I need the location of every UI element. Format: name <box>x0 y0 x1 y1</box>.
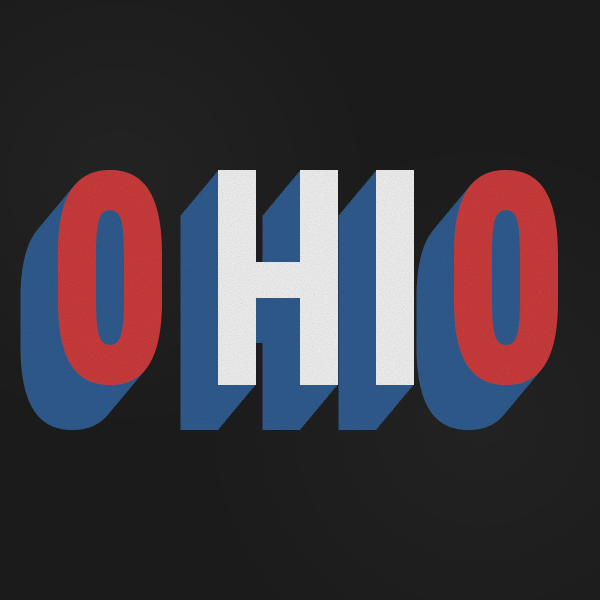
letter-i <box>376 170 414 385</box>
ohio-word <box>299 596 302 598</box>
